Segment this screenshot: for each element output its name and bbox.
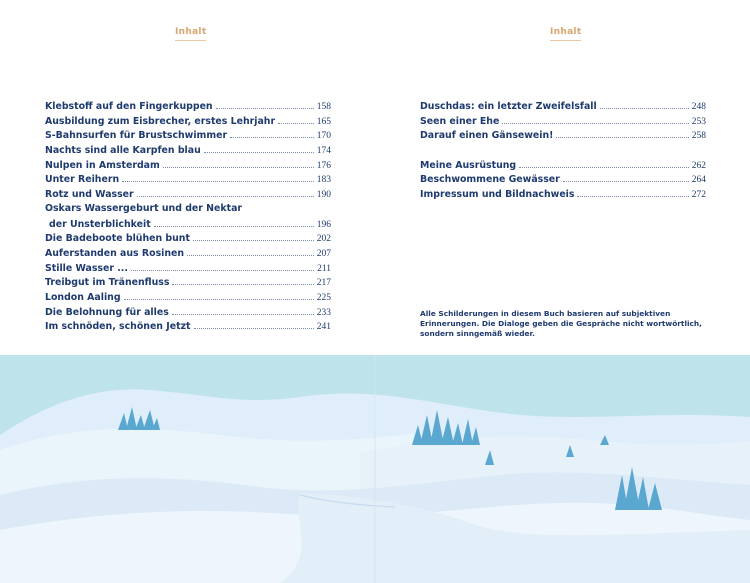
toc-page-number: 217 [316,278,331,289]
toc-title: Nulpen in Amsterdam [45,159,160,171]
toc-title: Im schnöden, schönen Jetzt [45,321,191,333]
dot-leader [194,319,314,329]
dot-leader [563,172,689,182]
toc-page-number: 262 [691,160,706,171]
dot-leader [131,261,314,271]
toc-page-number: 170 [316,131,331,142]
toc-title: Klebstoff auf den Fingerkuppen [45,101,213,112]
toc-page-number: 176 [316,160,331,171]
toc-title: Duschdas: ein letzter Zweifelsfall [420,101,597,112]
toc-entry[interactable] [45,128,331,143]
dot-leader [204,143,314,153]
toc-title: Seen einer Ehe [420,115,500,127]
page-header: Inhalt [550,27,581,41]
dot-leader [600,99,689,109]
toc-entry[interactable] [45,246,331,261]
toc-entry-continuation[interactable] [45,217,331,232]
dot-leader [172,275,313,285]
toc-page-number: 196 [316,219,331,230]
dot-leader [137,187,314,197]
dot-leader [163,158,314,168]
toc-title: Die Badeboote blühen bunt [45,233,190,245]
dot-leader [124,290,314,300]
dot-leader [122,172,314,182]
snow-landscape-illustration [0,355,750,583]
dot-leader [278,114,314,124]
toc-title: London Aaling [45,291,121,303]
toc-entry[interactable] [420,99,706,114]
toc-title: Oskars Wassergeburt und der Nektar [45,202,243,214]
toc-title: Nachts sind alle Karpfen blau [45,145,201,157]
toc-page-number: 258 [691,131,706,142]
toc-page-number: 190 [316,190,331,201]
dot-leader [502,114,688,124]
toc-list [45,99,331,334]
toc-title: Unter Reihern [45,174,120,186]
toc-entry[interactable] [45,187,331,202]
toc-page-number: 225 [316,292,331,303]
toc-entry[interactable] [420,128,706,143]
toc-spacer [420,143,706,158]
toc-entry[interactable] [45,202,331,217]
toc-entry[interactable] [45,319,331,334]
toc-title: Die Belohnung für alles [45,306,169,318]
toc-page-number: 183 [316,175,331,186]
toc-title: Auferstanden aus Rosinen [45,247,185,259]
toc-page-number: 174 [316,146,331,157]
toc-entry[interactable] [45,158,331,173]
toc-entry[interactable] [45,290,331,305]
toc-entry[interactable] [45,275,331,290]
dot-leader [193,231,314,241]
dot-leader [172,305,314,315]
toc-entry[interactable] [45,231,331,246]
dot-leader [519,158,689,168]
toc-entry[interactable] [420,158,706,173]
toc-page-number: 202 [316,234,331,245]
toc-entry[interactable] [45,305,331,320]
toc-page-number: 264 [691,175,706,186]
dot-leader [556,128,688,138]
dot-leader [216,99,314,109]
toc-title: Impressum und Bildnachweis [420,189,575,201]
toc-page-number: 241 [316,322,331,333]
toc-page-number: 248 [691,102,706,112]
toc-title: Stille Wasser ... [45,262,128,274]
toc-page-number: 211 [317,263,331,274]
toc-title: Meine Ausrüstung [420,159,517,171]
toc-page-number: 233 [316,307,331,318]
toc-entry[interactable] [420,114,706,129]
toc-page-number: 165 [316,116,331,127]
page-header: Inhalt [175,27,206,41]
toc-title: S-Bahnsurfen für Brustschwimmer [45,130,228,142]
toc-entry[interactable] [45,143,331,158]
toc-page-number: 272 [691,190,706,201]
toc-title: Rotz und Wasser [45,189,134,201]
toc-page-number: 253 [691,116,706,127]
toc-title: Treibgut im Tränenfluss [45,277,170,289]
toc-title: der Unsterblichkeit [49,218,151,230]
toc-list [420,99,706,202]
toc-title: Beschwommene Gewässer [420,174,560,186]
dot-leader [230,128,314,138]
disclaimer-note: Alle Schilderungen in diesem Buch basieren auf subjektiven Erinnerungen. Die Dialoge geben die Gespräche nicht wortwörtlich, sondern sinngemäß wieder. [420,309,702,339]
toc-title: Ausbildung zum Eisbrecher, erstes Lehrjahr [45,115,276,127]
toc-entry[interactable] [420,172,706,187]
toc-title: Darauf einen Gänsewein! [420,130,554,142]
toc-entry[interactable] [45,99,331,114]
toc-entry[interactable] [45,172,331,187]
toc-entry[interactable] [45,114,331,129]
dot-leader [577,187,688,197]
dot-leader [154,217,314,227]
toc-page-number: 158 [316,102,331,112]
toc-page-number: 207 [316,248,331,259]
toc-entry[interactable] [420,187,706,202]
dot-leader [187,246,314,256]
toc-entry[interactable] [45,261,331,276]
